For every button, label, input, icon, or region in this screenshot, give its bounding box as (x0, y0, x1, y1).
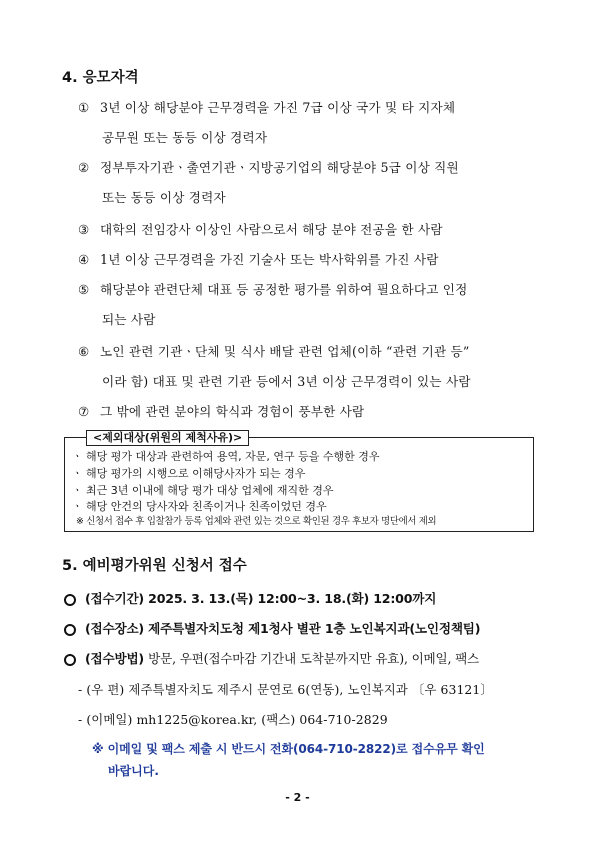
email-fax-contact: - (이메일) mh1225@korea.kr, (팩스) 064-710-2829 (78, 712, 388, 727)
page-number: - 2 - (285, 791, 310, 804)
section-5-heading: 5. 예비평가위원 신청서 접수 (62, 558, 247, 574)
qualification-item-2 (78, 155, 459, 181)
submission-place: (접수장소) 제주특별자치도청 제1청사 별관 1층 노인복지과(노인정책팀) (64, 618, 480, 637)
exclusion-item: ㆍ 해당 평가의 시행으로 이해당사자가 되는 경우 (72, 467, 306, 480)
postal-address: - (우 편) 제주특별자치도 제주시 문연로 6(연동), 노인복지과 〔우 63121〕 (78, 682, 493, 697)
item-number: ⑦ (78, 404, 90, 419)
circle-bullet-icon (64, 594, 76, 606)
item-text: 정부투자기관ㆍ출연기관ㆍ지방공기업의 해당분야 5급 이상 직원 (100, 160, 459, 175)
submission-period: (접수기간) 2025. 3. 13.(목) 12:00~3. 18.(화) 12:00까지 (64, 588, 436, 607)
qualification-item-2-cont: 또는 동등 이상 경력자 (102, 190, 226, 205)
exclusion-title: <제외대상(위원의 제척사유)> (86, 430, 249, 446)
qualification-item-7 (78, 399, 364, 425)
qualification-item-5 (78, 277, 468, 303)
bullet-icon: ㆍ (72, 467, 83, 480)
qualification-item-5-cont: 되는 사람 (102, 312, 156, 327)
phone-confirm-notice-cont: 바랍니다. (108, 764, 159, 778)
submission-method: (접수방법) 방문, 우편(접수마감 기간내 도착분까지만 유효), 이메일, 팩스 (64, 648, 479, 667)
item-number: ④ (78, 252, 90, 267)
item-number: ⑤ (78, 282, 90, 297)
bullet-icon: ㆍ (72, 500, 83, 513)
exclusion-item: ㆍ 최근 3년 이내에 해당 평가 대상 업체에 재직한 경우 (72, 484, 334, 497)
qualification-item-6-cont: 이라 함) 대표 및 관련 기관 등에서 3년 이상 근무경력이 있는 사람 (102, 374, 471, 389)
section-4-heading: 4. 응모자격 (62, 70, 139, 86)
qualification-item-1 (78, 95, 455, 121)
item-text: 그 밖에 관련 분야의 학식과 경험이 풍부한 사람 (100, 404, 365, 419)
phone-confirm-notice: ※ 이메일 및 팩스 제출 시 반드시 전화(064-710-2822)로 접수유무 확인 (92, 742, 485, 756)
qualification-item-1-cont: 공무원 또는 동등 이상 경력자 (102, 130, 268, 145)
exclusion-item: ㆍ 해당 안건의 당사자와 친족이거나 친족이었던 경우 (72, 500, 327, 513)
exclusion-note: ※ 신청서 접수 후 입찰참가 등록 업체와 관련 있는 것으로 확인된 경우 후보자 명단에서 제외 (76, 516, 437, 527)
item-text: 3년 이상 해당분야 근무경력을 가진 7급 이상 국가 및 타 지자체 (100, 100, 456, 115)
bullet-icon: ㆍ (72, 484, 83, 497)
qualification-item-3 (78, 217, 443, 243)
item-text: 대학의 전임강사 이상인 사람으로서 해당 분야 전공을 한 사람 (100, 222, 443, 237)
item-number: ① (78, 100, 90, 115)
item-number: ③ (78, 222, 90, 237)
qualification-item-6 (78, 339, 470, 365)
exclusion-item: ㆍ 해당 평가 대상과 관련하여 용역, 자문, 연구 등을 수행한 경우 (72, 450, 380, 463)
bullet-icon: ㆍ (72, 450, 83, 463)
item-text: 노인 관련 기관ㆍ단체 및 식사 배달 관련 업체(이하 “관련 기관 등” (100, 344, 470, 359)
qualification-item-4 (78, 247, 439, 273)
item-number: ② (78, 160, 90, 175)
item-text: 해당분야 관련단체 대표 등 공정한 평가를 위하여 필요하다고 인정 (100, 282, 468, 297)
circle-bullet-icon (64, 654, 76, 666)
circle-bullet-icon (64, 624, 76, 636)
item-text: 1년 이상 근무경력을 가진 기술사 또는 박사학위를 가진 사람 (100, 252, 439, 267)
item-number: ⑥ (78, 344, 90, 359)
